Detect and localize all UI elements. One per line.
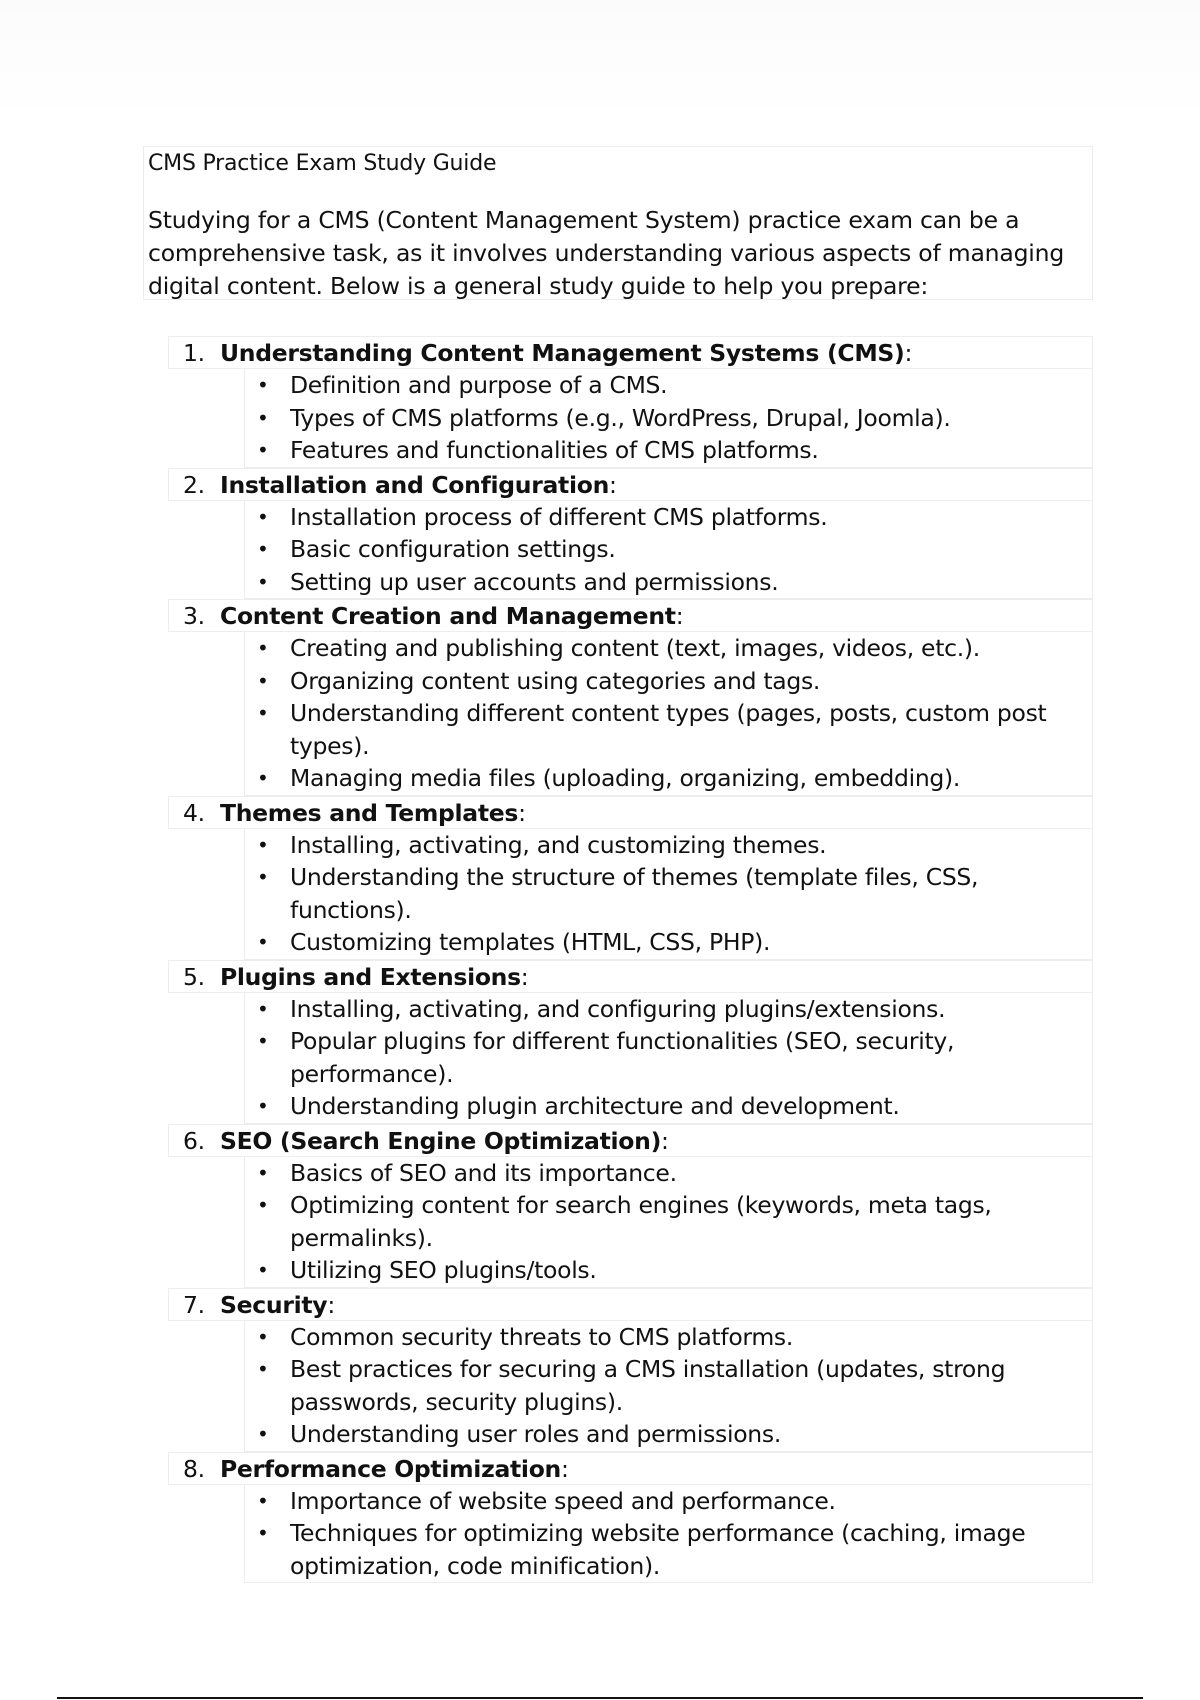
outline-section (168, 796, 1093, 960)
list-item-text: Utilizing SEO plugins/tools. (290, 1256, 597, 1284)
section-number: 1. (183, 339, 205, 367)
intro-block (143, 146, 1093, 300)
list-item-text: Definition and purpose of a CMS. (290, 371, 668, 399)
section-number: 4. (183, 798, 205, 827)
section-title-colon: : (675, 602, 684, 630)
section-title-colon: : (661, 1126, 669, 1155)
section-number: 3. (183, 602, 205, 630)
section-title: Understanding Content Management Systems (CMS) (220, 339, 905, 367)
outline-section (168, 336, 1093, 468)
bullet-list (244, 1157, 1093, 1288)
list-item-text: Understanding different content types (pages, posts, custom post types). (290, 699, 1047, 760)
bullet-icon: • (257, 996, 269, 1021)
section-title-wrap (220, 961, 528, 994)
outline-section (168, 1288, 1093, 1452)
section-number: 6. (183, 1126, 205, 1155)
list-item (245, 402, 1092, 435)
bullet-icon: • (257, 1160, 269, 1185)
bullet-list (244, 993, 1093, 1124)
section-title-colon: : (327, 1290, 335, 1319)
study-guide-outline (168, 336, 1093, 1583)
outline-section (168, 1452, 1093, 1584)
section-number: 8. (183, 1454, 205, 1483)
bullet-icon: • (257, 537, 269, 561)
list-item-text: Optimizing content for search engines (keywords, meta tags, permalinks). (290, 1191, 992, 1252)
section-title-wrap (220, 337, 912, 370)
section-title: Plugins and Extensions (220, 962, 521, 991)
list-item-text: Understanding the structure of themes (template files, CSS, functions). (290, 863, 979, 924)
bullet-icon: • (257, 1094, 269, 1118)
list-item (245, 1321, 1092, 1354)
list-item-text: Popular plugins for different functionalities (SEO, security, performance). (290, 1027, 955, 1088)
bullet-icon: • (257, 1193, 269, 1217)
list-item-text: Importance of website speed and performance. (290, 1486, 836, 1515)
section-title-wrap (220, 1289, 335, 1322)
section-title: Performance Optimization (220, 1454, 561, 1483)
list-item (245, 1418, 1092, 1451)
bullet-list (244, 369, 1093, 468)
section-title-colon: : (560, 1454, 569, 1483)
list-item (245, 926, 1092, 959)
bullet-list (244, 829, 1093, 960)
list-item-text: Creating and publishing content (text, images, videos, etc.). (290, 634, 980, 662)
bullet-icon: • (257, 1357, 269, 1381)
section-heading (168, 1452, 1093, 1485)
bullet-icon: • (257, 373, 269, 397)
section-title-colon: : (520, 962, 529, 991)
intro-paragraph: Studying for a CMS (Content Management System) practice exam can be a comprehensive task, as it involves understanding various aspects of managing digital content. Below is a general study guide to help you prepare: (148, 206, 1065, 300)
bullet-list (244, 632, 1093, 796)
section-heading (168, 1124, 1093, 1157)
list-item (245, 501, 1092, 534)
list-item (245, 1353, 1092, 1418)
section-heading (168, 796, 1093, 829)
list-item-text: Installing, activating, and customizing themes. (290, 830, 827, 859)
bullet-icon: • (257, 1324, 269, 1349)
list-item (245, 1517, 1092, 1582)
list-item-text: Setting up user accounts and permissions. (290, 567, 779, 596)
bullet-icon: • (257, 569, 269, 594)
bullet-icon: • (257, 930, 269, 954)
bullet-icon: • (257, 766, 269, 790)
section-title-colon: : (518, 798, 526, 827)
outline-section (168, 960, 1093, 1124)
section-heading (168, 960, 1093, 993)
list-item-text: Understanding user roles and permissions. (290, 1420, 781, 1448)
list-item (245, 1189, 1092, 1254)
list-item (245, 1157, 1092, 1190)
bullet-icon: • (257, 1422, 269, 1446)
bullet-icon: • (257, 832, 269, 857)
list-item (245, 566, 1092, 599)
section-title: Themes and Templates (220, 798, 519, 827)
section-number: 5. (183, 962, 205, 991)
section-title-wrap (220, 1453, 569, 1486)
bullet-icon: • (257, 668, 269, 693)
list-item-text: Installation process of different CMS platforms. (290, 502, 828, 531)
list-item-text: Customizing templates (HTML, CSS, PHP). (290, 928, 771, 956)
list-item (245, 434, 1092, 467)
outline-section (168, 599, 1093, 796)
bullet-icon: • (257, 405, 269, 430)
list-item (245, 697, 1092, 762)
bullet-list (244, 1485, 1093, 1584)
section-title: Security (220, 1290, 328, 1319)
section-title-colon: : (904, 339, 913, 367)
list-item (245, 632, 1092, 665)
section-heading (168, 1288, 1093, 1321)
section-title-wrap (220, 600, 683, 633)
list-item-text: Types of CMS platforms (e.g., WordPress, Drupal, Joomla). (290, 403, 951, 432)
list-item (245, 665, 1092, 698)
list-item (245, 369, 1092, 402)
list-item (245, 1254, 1092, 1287)
list-item (245, 829, 1092, 862)
list-item-text: Organizing content using categories and tags. (290, 666, 821, 695)
bullet-icon: • (257, 1258, 269, 1282)
list-item-text: Techniques for optimizing website performance (caching, image optimization, code minification). (290, 1519, 1026, 1580)
list-item-text: Basics of SEO and its importance. (290, 1158, 677, 1187)
list-item (245, 1090, 1092, 1123)
section-title-wrap (220, 1125, 669, 1158)
list-item (245, 1485, 1092, 1518)
outline-section (168, 1124, 1093, 1288)
list-item-text: Common security threats to CMS platforms. (290, 1322, 794, 1351)
list-item-text: Basic configuration settings. (290, 535, 616, 563)
section-title: Content Creation and Management (220, 602, 676, 630)
bullet-icon: • (257, 438, 269, 462)
bullet-list (244, 501, 1093, 600)
list-item (245, 993, 1092, 1026)
bullet-icon: • (257, 636, 269, 660)
list-item (245, 861, 1092, 926)
section-title: SEO (Search Engine Optimization) (220, 1126, 662, 1155)
list-item-text: Best practices for securing a CMS installation (updates, strong passwords, security plugins). (290, 1355, 1006, 1416)
section-number: 7. (183, 1290, 205, 1319)
bullet-list (244, 1321, 1093, 1452)
bullet-icon: • (257, 1521, 269, 1545)
list-item (245, 533, 1092, 566)
bullet-icon: • (257, 1029, 269, 1053)
document-title: CMS Practice Exam Study Guide (148, 151, 497, 176)
bullet-icon: • (257, 504, 269, 529)
section-title-wrap (220, 469, 617, 502)
section-number: 2. (183, 470, 205, 499)
section-title: Installation and Configuration (220, 470, 610, 499)
outline-section (168, 468, 1093, 600)
list-item (245, 762, 1092, 795)
section-heading (168, 599, 1093, 632)
list-item (245, 1025, 1092, 1090)
list-item-text: Features and functionalities of CMS platforms. (290, 436, 819, 464)
section-title-colon: : (609, 470, 617, 499)
list-item-text: Understanding plugin architecture and development. (290, 1092, 900, 1120)
list-item-text: Managing media files (uploading, organizing, embedding). (290, 764, 961, 792)
section-title-wrap (220, 797, 526, 830)
list-item-text: Installing, activating, and configuring plugins/extensions. (290, 994, 946, 1023)
footer-rule (57, 1697, 1143, 1699)
section-heading (168, 336, 1093, 369)
bullet-icon: • (257, 865, 269, 889)
bullet-icon: • (257, 701, 269, 725)
bullet-icon: • (257, 1488, 269, 1513)
page-header-band (0, 0, 1200, 120)
section-heading (168, 468, 1093, 501)
